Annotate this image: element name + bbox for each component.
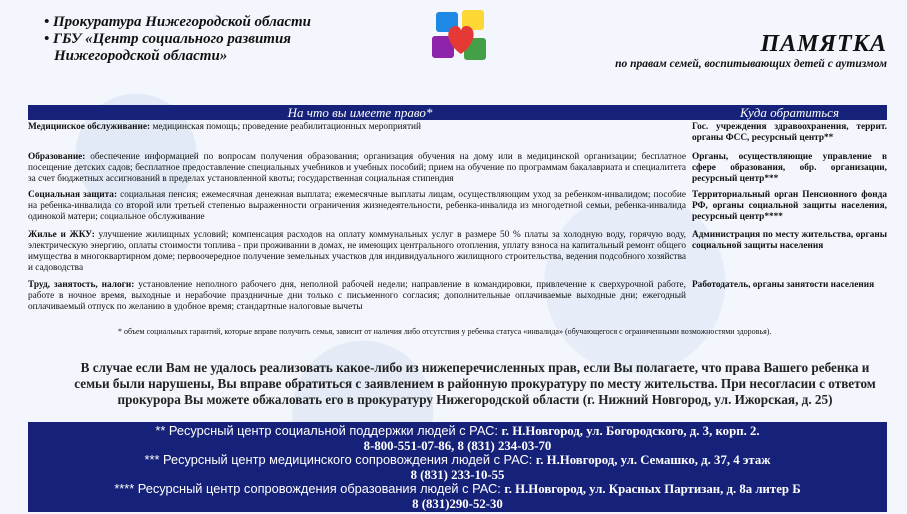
contact-phone: 8 (831) 233-10-55 xyxy=(410,467,505,482)
contact-line xyxy=(28,453,887,468)
appeal-text: В случае если Вам не удалось реализовать какое-либо из нижеперечисленных прав, если Вы полагаете, что права Вашего ребенка и семьи были нарушены, Вы вправе обратиться с заявлением в районную прокуратуру по месту жительства. При несогласии с ответом прокурора Вы можете обжаловать его в прокуратуру Нижегородской области (г. Нижний Новгород, ул. Ижорская, д. 25) xyxy=(74,360,876,407)
row-title: Социальная защита: xyxy=(28,190,118,200)
puzzle-heart-icon xyxy=(428,8,494,66)
row-text: медицинская помощь; проведение реабилитационных мероприятий xyxy=(150,122,421,132)
table-row xyxy=(28,190,887,230)
contact-line xyxy=(28,482,887,497)
contact-address: г. Н.Новгород, ул. Красных Партизан, д. 8а литер Б xyxy=(504,482,801,497)
row-text: социальная пенсия; ежемесячная денежная выплата; ежемесячные выплаты лицам, осуществляющим уход за ребенком-инвалидом; пособие на ребенка-инвалида со второй или третьей степенью выраженности ограничения жизнедеятельности, ребенка-инвалида из многодетной семьи, ребенка-инвалида одинокой матери; социальное обслуживание xyxy=(28,190,687,222)
row-title: Жилье и ЖКУ: xyxy=(28,230,95,240)
table-row xyxy=(28,152,887,190)
header-rights: На что вы имеете право* xyxy=(287,105,433,120)
org-center: • ГБУ «Центр социального развития xyxy=(44,31,292,47)
contact-line xyxy=(28,424,887,439)
leaflet-title: ПАМЯТКА xyxy=(760,31,887,57)
row-text: обеспечение информацией по вопросам получения образования; организация обучения на дому или в медицинской организации; бесплатное посещение детских садов; бесплатное предоставление специальных учебников и учебных пособий; прием на обучение по программам бакалавриата и специалитета за счет бюджетных ассигнований в пределах установленной квоты; государственная социальная стипендия xyxy=(28,152,686,184)
row-text: улучшение жилищных условий; компенсация расходов на оплату коммунальных услуг в размере 50 % платы за холодную воду, горячую воду, электрическую энергию, оплаты стоимости топлива - при проживании в домах, не имеющих центрального отопления, уплату взноса на капитальный ремонт общего имущества в многоквартирном доме; первоочередное получение земельных участков для индивидуального жилищного строительства, ведения подсобного хозяйства и садоводства xyxy=(28,230,686,273)
row-title: Медицинское обслуживание: xyxy=(28,122,151,132)
contact-label: **** Ресурсный центр сопровождения образования людей с РАС: xyxy=(114,481,505,497)
contact-phone: 8 (831)290-52-30 xyxy=(412,496,503,511)
header xyxy=(0,0,907,100)
table-header xyxy=(28,105,887,120)
row-title: Образование: xyxy=(28,152,86,162)
footnote: * объем социальных гарантий, которые вправе получить семья, зависит от наличия либо отсутствия у ребенка статуса «инвалида» (обучающегося с ограниченными возможностями здоровья). xyxy=(118,327,772,336)
row-where: Органы, осуществляющие управление в сфере образования, обр. организации, ресурсный центр*** xyxy=(692,152,887,184)
rights-table xyxy=(28,105,887,320)
leaflet-subtitle: по правам семей, воспитывающих детей с аутизмом xyxy=(615,58,887,70)
contact-label: ** Ресурсный центр социальной поддержки людей с РАС: xyxy=(155,423,502,438)
table-row xyxy=(28,120,887,152)
leaflet-title-block xyxy=(615,32,887,70)
row-where: Гос. учреждения здравоохранения, террит. органы ФСС, ресурсный центр** xyxy=(692,122,887,143)
row-where: Территориальный орган Пенсионного фонда РФ, органы социальной защиты населения, ресурсный центр**** xyxy=(692,190,887,222)
organizations xyxy=(44,14,311,65)
contact-address: г. Н.Новгород, ул. Богородского, д. 3, корп. 2. xyxy=(501,424,760,438)
contact-phone: 8-800-551-07-86, 8 (831) 234-03-70 xyxy=(363,438,552,453)
org-prosecutor: • Прокуратура Нижегородской области xyxy=(44,14,312,30)
row-text: установление неполного рабочего дня, неполной рабочей недели; направление в командировки, привлечение к сверхурочной работе, работе в ночное время, выходные и нерабочие праздничные дни только с письменного согласия; дополнительные оплачиваемые выходные дни; ежегодный оплачиваемый отпуск по желанию в удобное время; стандартные налоговые вычеты xyxy=(28,280,686,312)
header-where: Куда обратиться xyxy=(739,105,839,120)
row-where: Работодатель, органы занятости населения xyxy=(692,280,875,290)
contact-label: *** Ресурсный центр медицинского сопровождения людей с РАС: xyxy=(144,452,536,468)
table-row xyxy=(28,230,887,280)
table-row xyxy=(28,280,887,320)
row-title: Труд, занятость, налоги: xyxy=(28,280,135,290)
org-center-region: Нижегородской области» xyxy=(54,48,228,64)
contact-address: г. Н.Новгород, ул. Семашко, д. 37, 4 этаж xyxy=(535,453,771,468)
row-where: Администрация по месту жительства, органы социальной защиты населения xyxy=(692,230,887,251)
contacts-block xyxy=(28,422,887,512)
